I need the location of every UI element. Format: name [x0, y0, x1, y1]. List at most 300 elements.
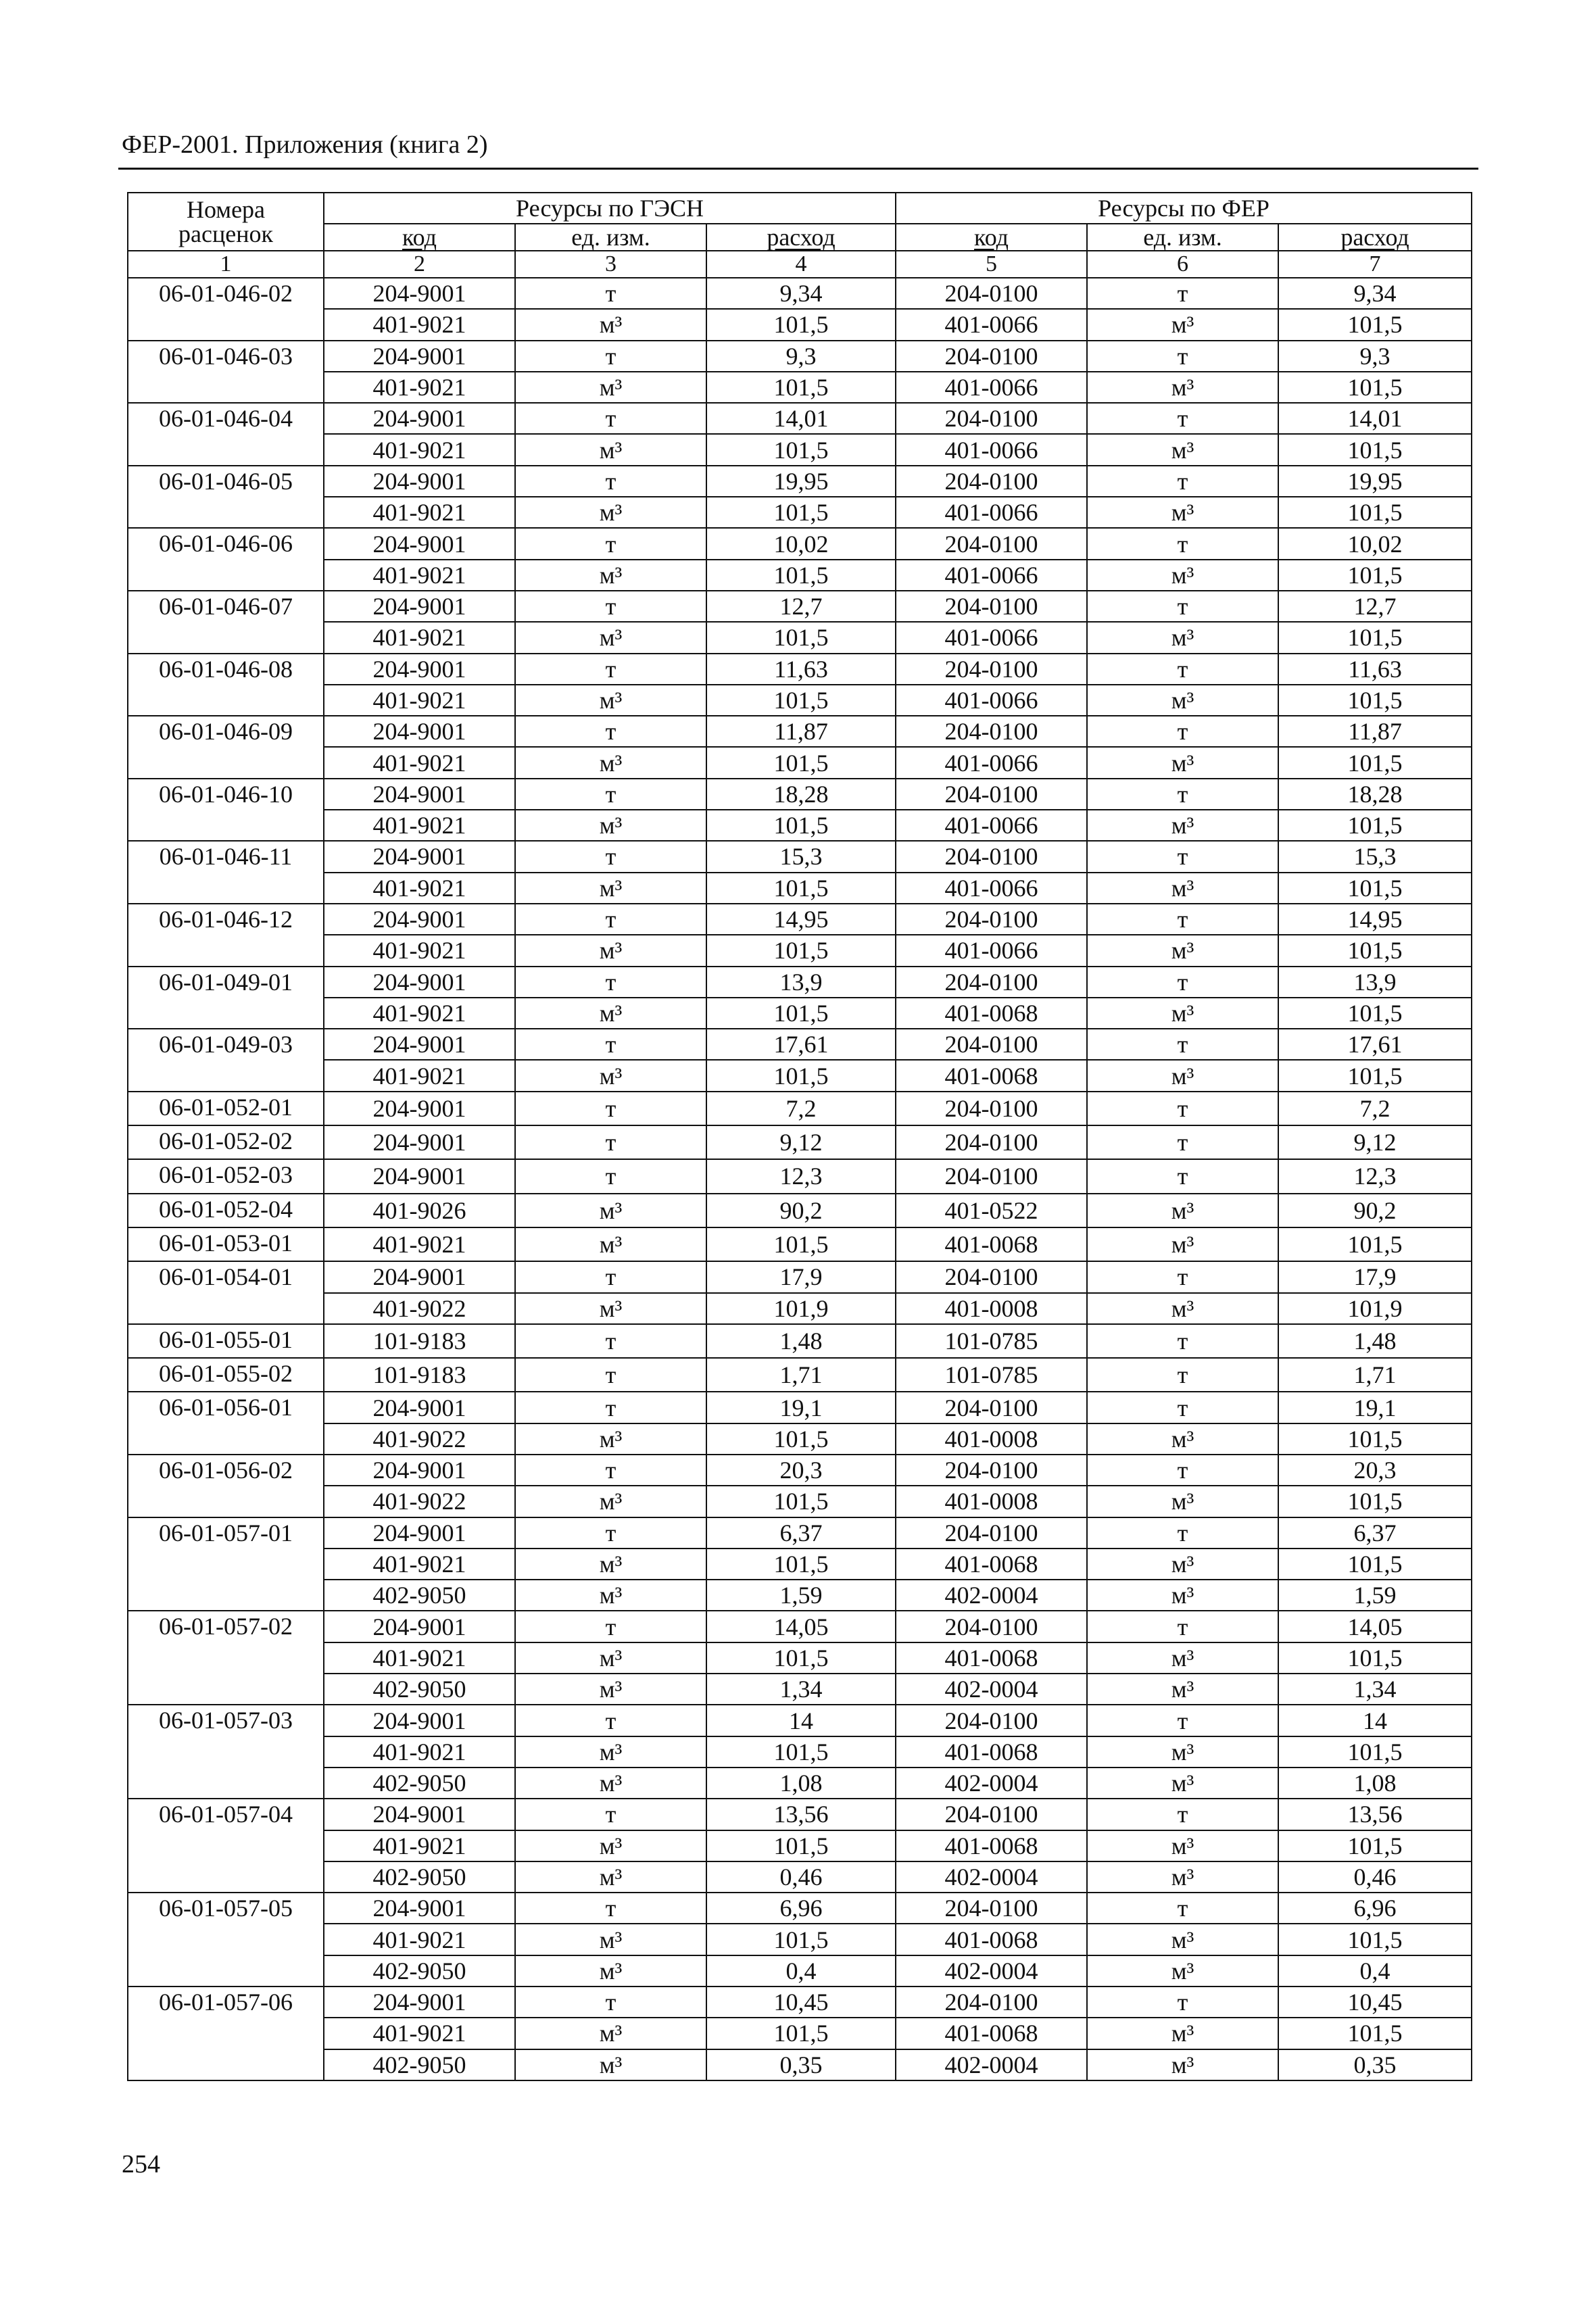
gesn-consumption-cell: 101,5: [706, 873, 896, 904]
gesn-code-cell: 204-9001: [324, 1392, 515, 1423]
fer-unit-cell: м³: [1087, 1830, 1278, 1861]
fer-code-cell: 204-0100: [896, 466, 1087, 497]
fer-consumption-cell: 101,5: [1278, 935, 1472, 966]
table-row: [128, 1029, 1472, 1060]
table-row: [128, 1642, 1472, 1674]
fer-code-cell: 204-0100: [896, 591, 1087, 622]
gesn-unit-cell: м³: [515, 747, 706, 778]
gesn-unit-cell: т: [515, 904, 706, 935]
gesn-consumption-cell: 101,5: [706, 1227, 896, 1261]
table-row: [128, 1736, 1472, 1768]
fer-consumption-cell: 13,9: [1278, 967, 1472, 998]
gesn-code-cell: 401-9021: [324, 1060, 515, 1091]
fer-consumption-cell: 101,5: [1278, 1736, 1472, 1768]
fer-consumption-cell: 15,3: [1278, 841, 1472, 872]
gesn-unit-cell: т: [515, 528, 706, 559]
fer-unit-cell: м³: [1087, 998, 1278, 1029]
fer-code-cell: 401-0068: [896, 1642, 1087, 1674]
table-row: [128, 591, 1472, 622]
fer-code-cell: 204-0100: [896, 716, 1087, 747]
table-row: [128, 1455, 1472, 1486]
fer-consumption-cell: 7,2: [1278, 1092, 1472, 1125]
fer-consumption-cell: 19,1: [1278, 1392, 1472, 1423]
gesn-code-cell: 204-9001: [324, 1893, 515, 1924]
fer-consumption-cell: 10,02: [1278, 528, 1472, 559]
gesn-code-cell: 204-9001: [324, 779, 515, 810]
fer-consumption-cell: 12,7: [1278, 591, 1472, 622]
table-row: [128, 341, 1472, 372]
gesn-consumption-cell: 101,5: [706, 560, 896, 591]
table-row: [128, 1893, 1472, 1924]
table-row: [128, 466, 1472, 497]
fer-unit-cell: м³: [1087, 1227, 1278, 1261]
gesn-code-cell: 401-9021: [324, 747, 515, 778]
table-row: [128, 403, 1472, 434]
rate-number-cell: 06-01-046-04: [128, 403, 324, 466]
fer-code-cell: 401-0008: [896, 1293, 1087, 1324]
fer-consumption-cell: 18,28: [1278, 779, 1472, 810]
fer-unit-cell: м³: [1087, 1736, 1278, 1768]
gesn-unit-cell: м³: [515, 560, 706, 591]
fer-consumption-cell: 20,3: [1278, 1455, 1472, 1486]
fer-unit-cell: т: [1087, 1358, 1278, 1392]
gesn-code-cell: 401-9026: [324, 1194, 515, 1227]
table-row: [128, 1060, 1472, 1091]
fer-code-cell: 204-0100: [896, 341, 1087, 372]
fer-code-cell: 204-0100: [896, 1125, 1087, 1159]
rate-number-cell: 06-01-057-03: [128, 1705, 324, 1799]
fer-code-cell: 402-0004: [896, 1580, 1087, 1611]
fer-consumption-cell: 6,37: [1278, 1517, 1472, 1549]
gesn-unit-cell: т: [515, 1159, 706, 1193]
table-row: [128, 654, 1472, 685]
gesn-consumption-cell: 101,5: [706, 1423, 896, 1455]
rate-number-cell: 06-01-046-07: [128, 591, 324, 654]
fer-consumption-cell: 0,46: [1278, 1861, 1472, 1893]
gesn-consumption-cell: 12,7: [706, 591, 896, 622]
gesn-consumption-cell: 101,5: [706, 1830, 896, 1861]
fer-consumption-cell: 1,71: [1278, 1358, 1472, 1392]
fer-code-cell: 204-0100: [896, 1987, 1087, 2018]
gesn-consumption-cell: 11,63: [706, 654, 896, 685]
fer-unit-cell: м³: [1087, 2049, 1278, 2080]
fer-consumption-cell: 101,5: [1278, 1060, 1472, 1091]
fer-code-cell: 402-0004: [896, 1674, 1087, 1705]
fer-consumption-cell: 101,5: [1278, 372, 1472, 403]
gesn-code-cell: 204-9001: [324, 1455, 515, 1486]
fer-consumption-cell: 101,5: [1278, 1227, 1472, 1261]
fer-code-cell: 402-0004: [896, 2049, 1087, 2080]
fer-code-cell: 204-0100: [896, 1029, 1087, 1060]
gesn-unit-cell: т: [515, 1611, 706, 1642]
gesn-unit-cell: м³: [515, 1768, 706, 1799]
fer-consumption-cell: 101,5: [1278, 560, 1472, 591]
gesn-unit-cell: м³: [515, 1549, 706, 1580]
fer-unit-cell: т: [1087, 904, 1278, 935]
table-row: [128, 1924, 1472, 1955]
fer-code-cell: 204-0100: [896, 1893, 1087, 1924]
gesn-unit-cell: м³: [515, 1861, 706, 1893]
fer-unit-cell: м³: [1087, 810, 1278, 841]
gesn-code-cell: 204-9001: [324, 904, 515, 935]
gesn-consumption-cell: 13,9: [706, 967, 896, 998]
gesn-code-cell: 204-9001: [324, 1611, 515, 1642]
fer-consumption-cell: 1,59: [1278, 1580, 1472, 1611]
gesn-code-cell: 401-9021: [324, 685, 515, 716]
gesn-consumption-cell: 6,96: [706, 1893, 896, 1924]
fer-consumption-cell: 12,3: [1278, 1159, 1472, 1193]
fer-consumption-cell: 101,5: [1278, 685, 1472, 716]
table-row: [128, 1227, 1472, 1261]
fer-code-cell: 204-0100: [896, 1799, 1087, 1830]
gesn-code-cell: 402-9050: [324, 2049, 515, 2080]
gesn-consumption-cell: 101,5: [706, 497, 896, 528]
gesn-code-cell: 101-9183: [324, 1324, 515, 1358]
fer-unit-cell: м³: [1087, 1549, 1278, 1580]
fer-code-cell: 401-0066: [896, 497, 1087, 528]
fer-consumption-cell: 101,5: [1278, 309, 1472, 340]
fer-consumption-cell: 101,9: [1278, 1293, 1472, 1324]
table-row: [128, 1549, 1472, 1580]
fer-code-cell: 401-0522: [896, 1194, 1087, 1227]
table-row: [128, 1674, 1472, 1705]
gesn-unit-cell: т: [515, 779, 706, 810]
gesn-unit-cell: м³: [515, 1423, 706, 1455]
fer-unit-cell: т: [1087, 466, 1278, 497]
gesn-code-cell: 204-9001: [324, 1029, 515, 1060]
header-gesn-resources: Ресурсы по ГЭСН: [324, 193, 896, 224]
fer-consumption-cell: 101,5: [1278, 998, 1472, 1029]
fer-code-cell: 401-0008: [896, 1486, 1087, 1517]
fer-code-cell: 204-0100: [896, 841, 1087, 872]
rate-number-cell: 06-01-046-10: [128, 779, 324, 842]
table-row: [128, 747, 1472, 778]
fer-unit-cell: м³: [1087, 2018, 1278, 2049]
gesn-unit-cell: м³: [515, 998, 706, 1029]
rate-number-cell: 06-01-057-01: [128, 1517, 324, 1611]
fer-code-cell: 204-0100: [896, 1611, 1087, 1642]
fer-consumption-cell: 0,35: [1278, 2049, 1472, 2080]
rate-number-cell: 06-01-055-01: [128, 1324, 324, 1358]
fer-unit-cell: м³: [1087, 309, 1278, 340]
gesn-code-cell: 401-9022: [324, 1293, 515, 1324]
gesn-consumption-cell: 18,28: [706, 779, 896, 810]
gesn-consumption-cell: 7,2: [706, 1092, 896, 1125]
header-rule: [118, 168, 1478, 170]
gesn-consumption-cell: 9,34: [706, 278, 896, 309]
gesn-consumption-cell: 1,08: [706, 1768, 896, 1799]
gesn-code-cell: 401-9021: [324, 1830, 515, 1861]
fer-code-cell: 204-0100: [896, 1455, 1087, 1486]
rate-number-cell: 06-01-049-01: [128, 967, 324, 1029]
fer-unit-cell: т: [1087, 1799, 1278, 1830]
fer-unit-cell: м³: [1087, 1768, 1278, 1799]
fer-consumption-cell: 101,5: [1278, 1830, 1472, 1861]
column-number: 5: [896, 251, 1087, 278]
table-row: [128, 1423, 1472, 1455]
fer-code-cell: 204-0100: [896, 967, 1087, 998]
table-row: [128, 1611, 1472, 1642]
table-row: [128, 1125, 1472, 1159]
fer-unit-cell: т: [1087, 841, 1278, 872]
gesn-unit-cell: т: [515, 1125, 706, 1159]
gesn-unit-cell: м³: [515, 497, 706, 528]
fer-unit-cell: м³: [1087, 747, 1278, 778]
fer-unit-cell: т: [1087, 654, 1278, 685]
fer-code-cell: 204-0100: [896, 1261, 1087, 1292]
fer-code-cell: 401-0066: [896, 873, 1087, 904]
gesn-unit-cell: м³: [515, 309, 706, 340]
fer-unit-cell: т: [1087, 341, 1278, 372]
fer-unit-cell: м³: [1087, 434, 1278, 465]
gesn-code-cell: 401-9021: [324, 1736, 515, 1768]
subheader-fer-consumption: расход: [1278, 224, 1472, 251]
gesn-consumption-cell: 9,3: [706, 341, 896, 372]
fer-code-cell: 204-0100: [896, 1159, 1087, 1193]
fer-unit-cell: м³: [1087, 1955, 1278, 1987]
gesn-code-cell: 101-9183: [324, 1358, 515, 1392]
fer-code-cell: 204-0100: [896, 1705, 1087, 1736]
gesn-unit-cell: т: [515, 1987, 706, 2018]
rate-number-cell: 06-01-046-02: [128, 278, 324, 341]
fer-consumption-cell: 17,61: [1278, 1029, 1472, 1060]
fer-unit-cell: м³: [1087, 1194, 1278, 1227]
fer-unit-cell: м³: [1087, 1924, 1278, 1955]
gesn-code-cell: 402-9050: [324, 1674, 515, 1705]
table-row: [128, 1159, 1472, 1193]
subheader-fer-code: код: [896, 224, 1087, 251]
gesn-code-cell: 204-9001: [324, 1125, 515, 1159]
gesn-consumption-cell: 101,5: [706, 372, 896, 403]
fer-unit-cell: т: [1087, 528, 1278, 559]
fer-consumption-cell: 6,96: [1278, 1893, 1472, 1924]
gesn-code-cell: 204-9001: [324, 841, 515, 872]
gesn-consumption-cell: 101,5: [706, 685, 896, 716]
fer-unit-cell: м³: [1087, 1486, 1278, 1517]
table-row: [128, 2018, 1472, 2049]
fer-consumption-cell: 101,5: [1278, 747, 1472, 778]
gesn-code-cell: 401-9021: [324, 434, 515, 465]
rate-number-cell: 06-01-046-09: [128, 716, 324, 779]
gesn-unit-cell: м³: [515, 1955, 706, 1987]
fer-unit-cell: м³: [1087, 372, 1278, 403]
fer-consumption-cell: 101,5: [1278, 497, 1472, 528]
gesn-unit-cell: м³: [515, 372, 706, 403]
fer-consumption-cell: 101,5: [1278, 1549, 1472, 1580]
table-row: [128, 278, 1472, 309]
rate-number-cell: 06-01-046-06: [128, 528, 324, 591]
fer-unit-cell: м³: [1087, 1060, 1278, 1091]
gesn-unit-cell: т: [515, 1705, 706, 1736]
subheader-fer-unit: ед. изм.: [1087, 224, 1278, 251]
gesn-unit-cell: м³: [515, 1642, 706, 1674]
fer-unit-cell: т: [1087, 1705, 1278, 1736]
gesn-consumption-cell: 101,5: [706, 309, 896, 340]
gesn-code-cell: 401-9021: [324, 1642, 515, 1674]
gesn-code-cell: 401-9021: [324, 560, 515, 591]
gesn-code-cell: 204-9001: [324, 1705, 515, 1736]
fer-code-cell: 204-0100: [896, 779, 1087, 810]
table-row: [128, 935, 1472, 966]
gesn-consumption-cell: 14,95: [706, 904, 896, 935]
column-number: 3: [515, 251, 706, 278]
gesn-code-cell: 401-9021: [324, 1924, 515, 1955]
gesn-unit-cell: т: [515, 403, 706, 434]
gesn-unit-cell: т: [515, 591, 706, 622]
gesn-unit-cell: т: [515, 1092, 706, 1125]
fer-unit-cell: т: [1087, 591, 1278, 622]
column-number: 4: [706, 251, 896, 278]
rate-number-cell: 06-01-052-02: [128, 1125, 324, 1159]
rate-number-cell: 06-01-046-03: [128, 341, 324, 404]
rate-number-cell: 06-01-057-04: [128, 1799, 324, 1893]
gesn-unit-cell: м³: [515, 1924, 706, 1955]
fer-consumption-cell: 11,87: [1278, 716, 1472, 747]
fer-unit-cell: м³: [1087, 1293, 1278, 1324]
rate-number-cell: 06-01-057-02: [128, 1611, 324, 1705]
header-rate-numbers-line1: Номера: [186, 196, 266, 223]
table-row: [128, 1580, 1472, 1611]
gesn-consumption-cell: 101,9: [706, 1293, 896, 1324]
gesn-code-cell: 401-9021: [324, 1227, 515, 1261]
fer-code-cell: 204-0100: [896, 278, 1087, 309]
fer-unit-cell: т: [1087, 1611, 1278, 1642]
fer-unit-cell: т: [1087, 1029, 1278, 1060]
gesn-consumption-cell: 101,5: [706, 434, 896, 465]
rate-number-cell: 06-01-054-01: [128, 1261, 324, 1324]
table-row: [128, 497, 1472, 528]
rate-number-cell: 06-01-052-04: [128, 1194, 324, 1227]
gesn-code-cell: 402-9050: [324, 1580, 515, 1611]
table-row: [128, 716, 1472, 747]
rate-number-cell: 06-01-055-02: [128, 1358, 324, 1392]
gesn-consumption-cell: 12,3: [706, 1159, 896, 1193]
resources-table-container: [127, 192, 1471, 2081]
gesn-code-cell: 204-9001: [324, 466, 515, 497]
gesn-consumption-cell: 101,5: [706, 810, 896, 841]
gesn-unit-cell: м³: [515, 622, 706, 653]
fer-code-cell: 401-0066: [896, 747, 1087, 778]
fer-code-cell: 401-0066: [896, 372, 1087, 403]
fer-unit-cell: т: [1087, 1455, 1278, 1486]
table-row: [128, 560, 1472, 591]
rate-number-cell: 06-01-053-01: [128, 1227, 324, 1261]
gesn-code-cell: 204-9001: [324, 1092, 515, 1125]
fer-code-cell: 204-0100: [896, 1392, 1087, 1423]
column-number: 2: [324, 251, 515, 278]
rate-number-cell: 06-01-046-08: [128, 654, 324, 716]
fer-consumption-cell: 101,5: [1278, 873, 1472, 904]
fer-code-cell: 401-0066: [896, 560, 1087, 591]
fer-code-cell: 401-0068: [896, 1227, 1087, 1261]
fer-consumption-cell: 1,08: [1278, 1768, 1472, 1799]
table-row: [128, 1194, 1472, 1227]
fer-consumption-cell: 1,48: [1278, 1324, 1472, 1358]
header-fer-resources: Ресурсы по ФЕР: [896, 193, 1472, 224]
fer-unit-cell: м³: [1087, 685, 1278, 716]
table-row: [128, 309, 1472, 340]
rate-number-cell: 06-01-049-03: [128, 1029, 324, 1092]
header-rate-numbers-line2: расценок: [178, 220, 273, 247]
gesn-code-cell: 204-9001: [324, 278, 515, 309]
gesn-consumption-cell: 101,5: [706, 2018, 896, 2049]
fer-code-cell: 401-0066: [896, 935, 1087, 966]
fer-unit-cell: т: [1087, 1261, 1278, 1292]
gesn-consumption-cell: 9,12: [706, 1125, 896, 1159]
table-row: [128, 1261, 1472, 1292]
gesn-unit-cell: т: [515, 654, 706, 685]
rate-number-cell: 06-01-056-01: [128, 1392, 324, 1455]
fer-consumption-cell: 101,5: [1278, 810, 1472, 841]
gesn-code-cell: 204-9001: [324, 341, 515, 372]
column-number: 7: [1278, 251, 1472, 278]
fer-code-cell: 401-0066: [896, 810, 1087, 841]
gesn-code-cell: 204-9001: [324, 1987, 515, 2018]
gesn-consumption-cell: 10,45: [706, 1987, 896, 2018]
gesn-code-cell: 401-9021: [324, 998, 515, 1029]
gesn-unit-cell: т: [515, 1324, 706, 1358]
fer-code-cell: 401-0066: [896, 309, 1087, 340]
fer-unit-cell: т: [1087, 1392, 1278, 1423]
gesn-unit-cell: м³: [515, 1830, 706, 1861]
fer-consumption-cell: 101,5: [1278, 622, 1472, 653]
gesn-consumption-cell: 101,5: [706, 1924, 896, 1955]
gesn-unit-cell: м³: [515, 1293, 706, 1324]
gesn-code-cell: 204-9001: [324, 716, 515, 747]
gesn-consumption-cell: 10,02: [706, 528, 896, 559]
gesn-code-cell: 401-9021: [324, 1549, 515, 1580]
fer-code-cell: 401-0066: [896, 622, 1087, 653]
table-row: [128, 1092, 1472, 1125]
gesn-unit-cell: м³: [515, 1060, 706, 1091]
fer-code-cell: 204-0100: [896, 403, 1087, 434]
table-row: [128, 779, 1472, 810]
fer-consumption-cell: 11,63: [1278, 654, 1472, 685]
gesn-unit-cell: м³: [515, 1674, 706, 1705]
fer-unit-cell: т: [1087, 1987, 1278, 2018]
fer-unit-cell: т: [1087, 403, 1278, 434]
rate-number-cell: 06-01-056-02: [128, 1455, 324, 1517]
gesn-unit-cell: м³: [515, 685, 706, 716]
fer-consumption-cell: 19,95: [1278, 466, 1472, 497]
rate-number-cell: 06-01-052-01: [128, 1092, 324, 1125]
column-number: 1: [128, 251, 324, 278]
gesn-consumption-cell: 19,1: [706, 1392, 896, 1423]
fer-code-cell: 101-0785: [896, 1324, 1087, 1358]
table-row: [128, 1861, 1472, 1893]
gesn-unit-cell: т: [515, 1029, 706, 1060]
table-row: [128, 873, 1472, 904]
gesn-consumption-cell: 101,5: [706, 1060, 896, 1091]
gesn-consumption-cell: 1,48: [706, 1324, 896, 1358]
subheader-gesn-code: код: [324, 224, 515, 251]
fer-unit-cell: т: [1087, 1092, 1278, 1125]
gesn-code-cell: 401-9022: [324, 1486, 515, 1517]
fer-consumption-cell: 14,05: [1278, 1611, 1472, 1642]
gesn-consumption-cell: 15,3: [706, 841, 896, 872]
fer-code-cell: 402-0004: [896, 1861, 1087, 1893]
gesn-consumption-cell: 14: [706, 1705, 896, 1736]
gesn-consumption-cell: 101,5: [706, 622, 896, 653]
gesn-consumption-cell: 1,71: [706, 1358, 896, 1392]
fer-code-cell: 401-0066: [896, 685, 1087, 716]
gesn-code-cell: 401-9021: [324, 935, 515, 966]
fer-consumption-cell: 101,5: [1278, 1423, 1472, 1455]
gesn-consumption-cell: 13,56: [706, 1799, 896, 1830]
gesn-unit-cell: м³: [515, 810, 706, 841]
gesn-consumption-cell: 0,35: [706, 2049, 896, 2080]
table-row: [128, 904, 1472, 935]
